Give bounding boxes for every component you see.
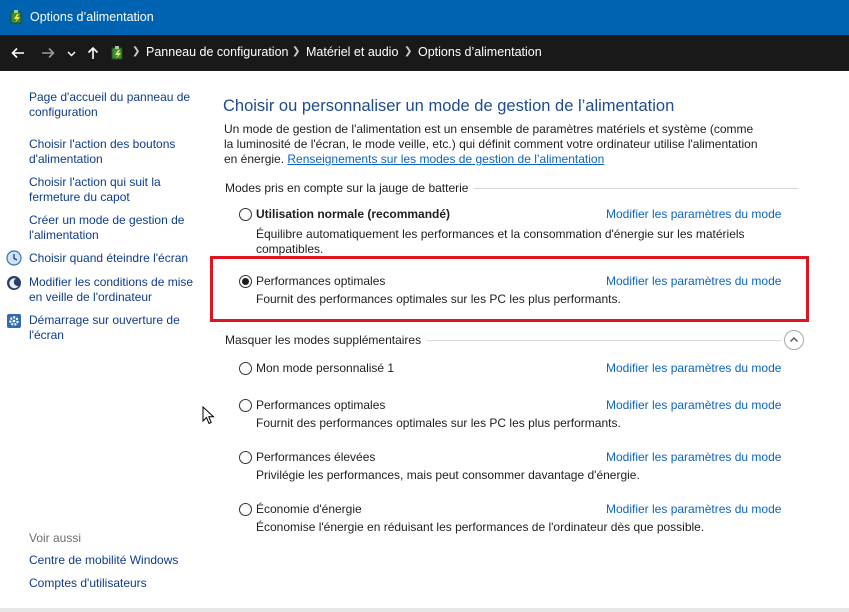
page-title: Choisir ou personnaliser un mode de gestion de l’alimentation: [223, 97, 675, 115]
change-plan-settings-link[interactable]: Modifier les paramètres du mode: [606, 502, 782, 516]
plan-desc-ultimate-performance-extra: Fournit des performances optimales sur les PC les plus performants.: [256, 416, 621, 430]
address-field[interactable]: [104, 40, 849, 66]
sidebar: [0, 71, 210, 612]
plan-name-custom[interactable]: Mon mode personnalisé 1: [256, 361, 395, 375]
see-also-heading: Voir aussi: [29, 531, 82, 545]
change-plan-settings-link[interactable]: Modifier les paramètres du mode: [606, 398, 782, 412]
plan-name-ultimate-performance[interactable]: Performances optimales: [256, 274, 386, 288]
sidebar-link-sleep-settings[interactable]: Modifier les conditions de mise en veille de l'ordinateur: [29, 275, 194, 304]
breadcrumb-separator-icon[interactable]: ❯: [292, 46, 301, 57]
chevron-up-icon: [789, 335, 799, 345]
breadcrumb-power-options[interactable]: Options d’alimentation: [418, 45, 542, 59]
recent-pages-chevron-icon[interactable]: [64, 43, 78, 63]
plan-radio-custom[interactable]: [239, 362, 252, 375]
sidebar-link-power-buttons[interactable]: Choisir l'action des boutons d'alimentation: [29, 137, 176, 166]
plan-radio-balanced[interactable]: [239, 208, 252, 221]
sidebar-link-control-panel-home[interactable]: Page d'accueil du panneau de configuration: [29, 90, 191, 119]
breadcrumb-hardware-sound[interactable]: Matériel et audio: [306, 45, 399, 59]
plan-desc-balanced: Équilibre automatiquement les performances et la consommation d'énergie sur les matériels compatibles.: [256, 227, 745, 256]
intro-text: [224, 122, 764, 167]
sleep-moon-icon: [6, 275, 22, 291]
plan-radio-power-saver[interactable]: [239, 503, 252, 516]
sidebar-link-create-plan[interactable]: Créer un mode de gestion de l'alimentation: [29, 213, 185, 242]
breadcrumb-separator-icon[interactable]: ❯: [132, 46, 141, 57]
sidebar-link-user-accounts[interactable]: Comptes d'utilisateurs: [29, 576, 147, 590]
sidebar-link-wake-on-open[interactable]: Démarrage sur ouverture de l'écran: [29, 313, 180, 342]
intro-paragraph: Un mode de gestion de l'alimentation est un ensemble de paramètres matériels et système (comme la luminosité de l'écran, le mode veille, etc.) qui définit comment votre ordinateur utilise l'alimentation en énergie.: [224, 122, 758, 166]
main-content: [210, 71, 849, 612]
address-bar: [0, 35, 849, 71]
up-arrow-icon[interactable]: [84, 43, 102, 63]
collapse-extra-plans-button[interactable]: [784, 330, 804, 350]
change-plan-settings-link[interactable]: Modifier les paramètres du mode: [606, 207, 782, 221]
power-options-icon: [110, 45, 126, 61]
plan-radio-ultimate-performance-extra[interactable]: [239, 399, 252, 412]
highlight-annotation-box: [210, 256, 809, 322]
plan-radio-high-performance[interactable]: [239, 451, 252, 464]
plan-name-balanced[interactable]: Utilisation normale (recommandé): [256, 207, 451, 221]
plan-name-power-saver[interactable]: Économie d'énergie: [256, 502, 362, 516]
plan-desc-power-saver: Économise l'énergie en réduisant les performances de l'ordinateur dès que possible.: [256, 520, 705, 534]
sidebar-link-lid-close[interactable]: Choisir l'action qui suit la fermeture du capot: [29, 175, 161, 204]
hidden-plans-group-label[interactable]: Masquer les modes supplémentaires: [225, 333, 427, 347]
change-plan-settings-link[interactable]: Modifier les paramètres du mode: [606, 361, 782, 375]
window-title: Options d’alimentation: [30, 10, 154, 24]
change-plan-settings-link[interactable]: Modifier les paramètres du mode: [606, 450, 782, 464]
plan-radio-ultimate-performance[interactable]: [239, 275, 252, 288]
breadcrumb-separator-icon[interactable]: ❯: [404, 46, 413, 57]
title-bar: [0, 0, 849, 35]
sidebar-link-mobility-center[interactable]: Centre de mobilité Windows: [29, 553, 179, 567]
gear-icon: [6, 313, 22, 329]
plan-name-ultimate-performance-extra[interactable]: Performances optimales: [256, 398, 386, 412]
breadcrumb-control-panel[interactable]: Panneau de configuration: [146, 45, 289, 59]
window-bottom-border: [0, 608, 849, 612]
plan-name-high-performance[interactable]: Performances élevées: [256, 450, 376, 464]
clock-icon: [6, 250, 22, 266]
sidebar-link-display-off[interactable]: Choisir quand éteindre l'écran: [29, 251, 189, 265]
forward-arrow-icon[interactable]: [39, 43, 57, 63]
plan-desc-ultimate-performance: Fournit des performances optimales sur les PC les plus performants.: [256, 292, 621, 306]
battery-plans-group-label: Modes pris en compte sur la jauge de batterie: [225, 181, 474, 195]
plans-info-link[interactable]: Renseignements sur les modes de gestion de l’alimentation: [287, 152, 605, 166]
back-arrow-icon[interactable]: [9, 43, 27, 63]
change-plan-settings-link[interactable]: Modifier les paramètres du mode: [606, 274, 782, 288]
power-options-icon: [9, 9, 25, 25]
plan-desc-high-performance: Privilégie les performances, mais peut consommer davantage d'énergie.: [256, 468, 640, 482]
mouse-cursor-icon: [202, 406, 216, 426]
